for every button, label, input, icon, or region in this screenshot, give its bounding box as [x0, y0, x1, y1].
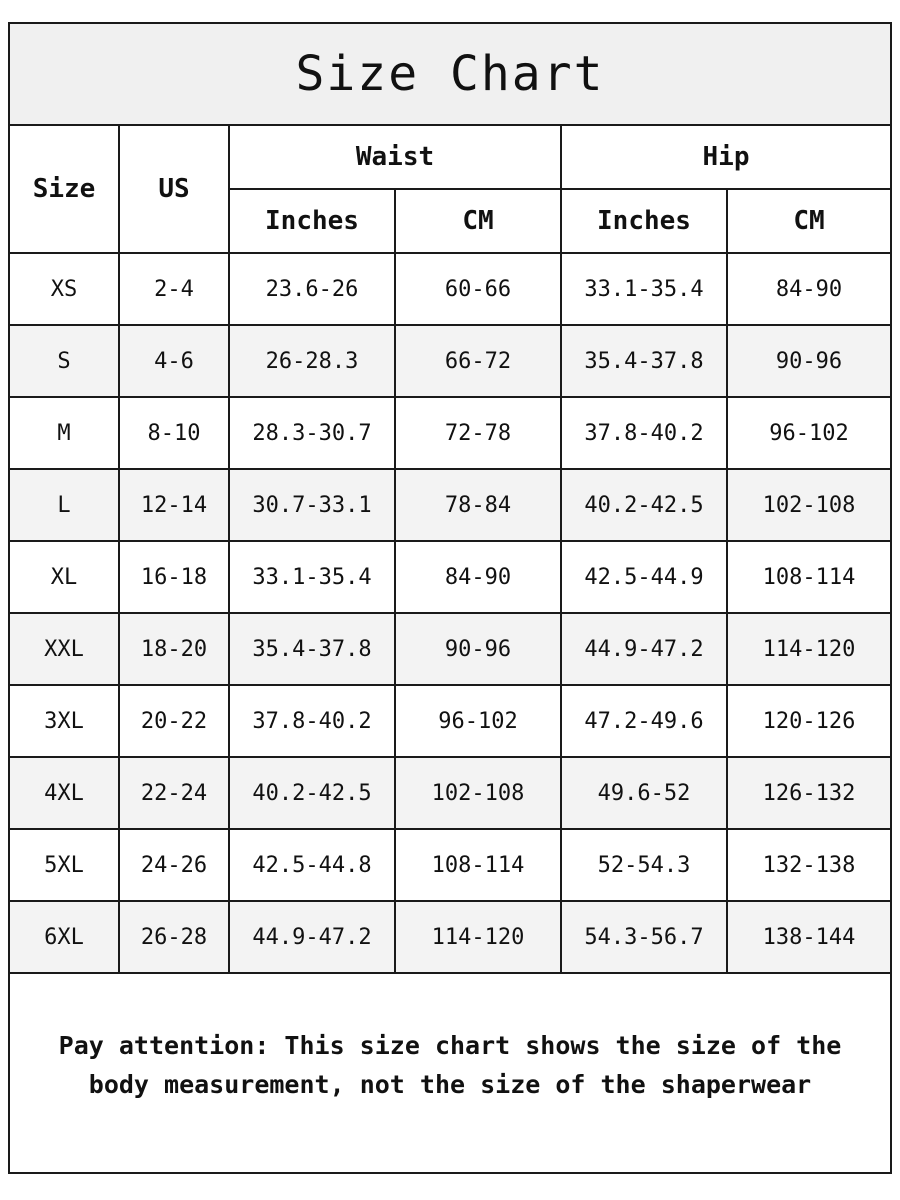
cell-hip-cm: 84-90: [727, 253, 890, 325]
cell-waist-in: 35.4-37.8: [229, 613, 395, 685]
cell-size: 6XL: [10, 901, 119, 973]
cell-waist-cm: 102-108: [395, 757, 561, 829]
cell-size: 5XL: [10, 829, 119, 901]
cell-waist-in: 28.3-30.7: [229, 397, 395, 469]
table-row: [10, 757, 890, 829]
table-row: [10, 613, 890, 685]
cell-us: 8-10: [119, 397, 229, 469]
cell-waist-in: 42.5-44.8: [229, 829, 395, 901]
header-hip: Hip: [561, 126, 890, 189]
cell-hip-in: 33.1-35.4: [561, 253, 727, 325]
cell-us: 20-22: [119, 685, 229, 757]
cell-hip-in: 40.2-42.5: [561, 469, 727, 541]
cell-waist-cm: 84-90: [395, 541, 561, 613]
cell-us: 12-14: [119, 469, 229, 541]
cell-hip-cm: 108-114: [727, 541, 890, 613]
table-row: [10, 541, 890, 613]
cell-waist-cm: 60-66: [395, 253, 561, 325]
cell-us: 22-24: [119, 757, 229, 829]
cell-us: 18-20: [119, 613, 229, 685]
table-row: [10, 901, 890, 973]
cell-us: 2-4: [119, 253, 229, 325]
header-waist: Waist: [229, 126, 561, 189]
cell-size: XL: [10, 541, 119, 613]
cell-size: M: [10, 397, 119, 469]
cell-hip-cm: 138-144: [727, 901, 890, 973]
cell-hip-cm: 102-108: [727, 469, 890, 541]
cell-hip-in: 42.5-44.9: [561, 541, 727, 613]
cell-hip-cm: 126-132: [727, 757, 890, 829]
table-row: [10, 829, 890, 901]
cell-waist-cm: 114-120: [395, 901, 561, 973]
header-hip-inches: Inches: [561, 189, 727, 253]
cell-hip-cm: 114-120: [727, 613, 890, 685]
cell-waist-in: 23.6-26: [229, 253, 395, 325]
cell-hip-cm: 96-102: [727, 397, 890, 469]
cell-us: 24-26: [119, 829, 229, 901]
cell-size: L: [10, 469, 119, 541]
cell-hip-cm: 90-96: [727, 325, 890, 397]
cell-hip-in: 37.8-40.2: [561, 397, 727, 469]
cell-hip-in: 47.2-49.6: [561, 685, 727, 757]
cell-hip-in: 54.3-56.7: [561, 901, 727, 973]
cell-waist-in: 40.2-42.5: [229, 757, 395, 829]
size-table: [10, 126, 890, 974]
cell-size: XS: [10, 253, 119, 325]
cell-waist-cm: 108-114: [395, 829, 561, 901]
table-row: [10, 469, 890, 541]
header-hip-cm: CM: [727, 189, 890, 253]
cell-waist-cm: 96-102: [395, 685, 561, 757]
size-chart-frame: [8, 22, 892, 1174]
cell-us: 26-28: [119, 901, 229, 973]
cell-waist-in: 37.8-40.2: [229, 685, 395, 757]
cell-hip-in: 35.4-37.8: [561, 325, 727, 397]
cell-hip-in: 44.9-47.2: [561, 613, 727, 685]
header-waist-cm: CM: [395, 189, 561, 253]
cell-waist-in: 44.9-47.2: [229, 901, 395, 973]
cell-hip-in: 52-54.3: [561, 829, 727, 901]
header-size: Size: [10, 126, 119, 253]
cell-hip-cm: 120-126: [727, 685, 890, 757]
cell-us: 4-6: [119, 325, 229, 397]
table-row: [10, 685, 890, 757]
cell-us: 16-18: [119, 541, 229, 613]
table-row: [10, 325, 890, 397]
cell-waist-cm: 72-78: [395, 397, 561, 469]
table-row: [10, 253, 890, 325]
cell-size: 3XL: [10, 685, 119, 757]
cell-size: 4XL: [10, 757, 119, 829]
table-row: [10, 397, 890, 469]
cell-waist-in: 33.1-35.4: [229, 541, 395, 613]
cell-waist-cm: 78-84: [395, 469, 561, 541]
cell-hip-in: 49.6-52: [561, 757, 727, 829]
chart-title: Size Chart: [10, 24, 890, 126]
cell-waist-in: 30.7-33.1: [229, 469, 395, 541]
cell-hip-cm: 132-138: [727, 829, 890, 901]
cell-size: XXL: [10, 613, 119, 685]
header-us: US: [119, 126, 229, 253]
cell-waist-cm: 66-72: [395, 325, 561, 397]
cell-size: S: [10, 325, 119, 397]
cell-waist-cm: 90-96: [395, 613, 561, 685]
header-waist-inches: Inches: [229, 189, 395, 253]
pay-attention-note: Pay attention: This size chart shows the size of the body measurement, not the size of the shaperwear: [58, 1031, 842, 1099]
cell-waist-in: 26-28.3: [229, 325, 395, 397]
